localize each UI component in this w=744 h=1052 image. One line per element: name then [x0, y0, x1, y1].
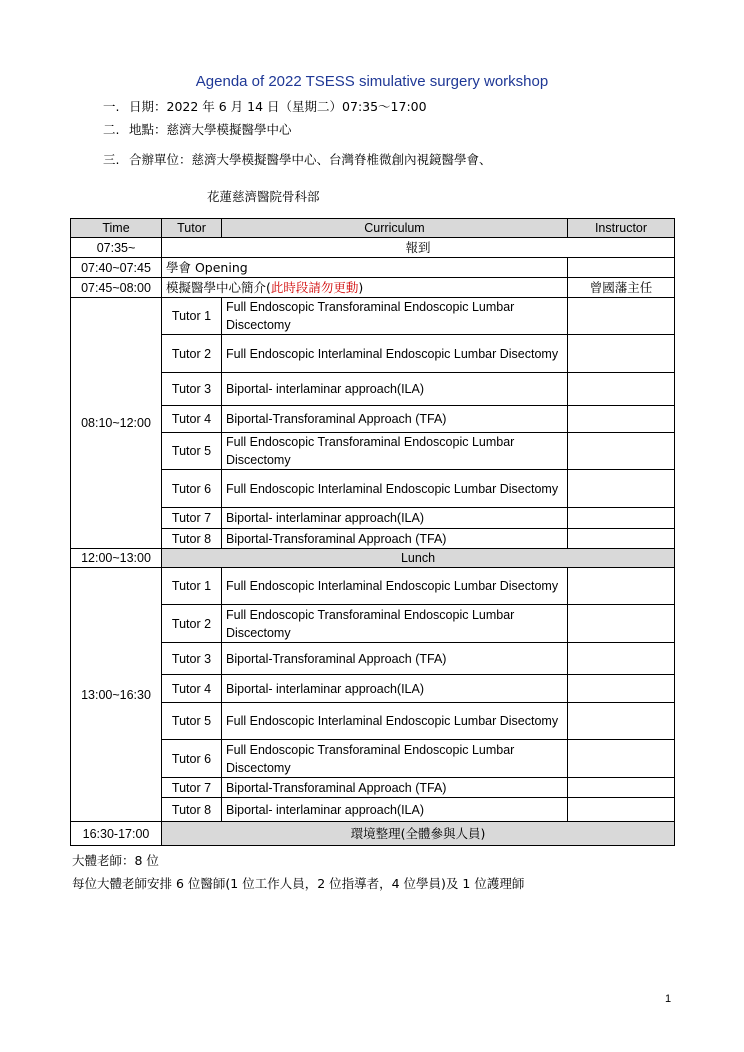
tutor-cell: Tutor 7: [162, 508, 222, 529]
header-time: Time: [71, 219, 162, 238]
curriculum-cell: Full Endoscopic Transforaminal Endoscopic Lumbar Discectomy: [222, 433, 568, 470]
curriculum-cell: Full Endoscopic Interlaminal Endoscopic Lumbar Disectomy: [222, 335, 568, 373]
instructor-cell: [568, 740, 675, 778]
time-cell: 08:10~12:00: [71, 298, 162, 549]
curriculum-cell: Biportal- interlaminar approach(ILA): [222, 508, 568, 529]
agenda-table: [70, 218, 675, 846]
curriculum-cell: Full Endoscopic Interlaminal Endoscopic Lumbar Disectomy: [222, 470, 568, 508]
instructor-cell: [568, 643, 675, 675]
lunch-cell: Lunch: [162, 549, 675, 568]
tutor-cell: Tutor 1: [162, 298, 222, 335]
instructor-cell: [568, 406, 675, 433]
instructor-cell: [568, 675, 675, 703]
time-cell: 13:00~16:30: [71, 568, 162, 822]
tutor-cell: Tutor 8: [162, 798, 222, 822]
tutor-cell: Tutor 1: [162, 568, 222, 605]
table-row: [71, 798, 675, 822]
instructor-cell: [568, 470, 675, 508]
instructor-cell: 曾國藩主任: [568, 278, 675, 298]
instructor-cell: [568, 298, 675, 335]
intro-text-end: ): [358, 279, 364, 295]
instructor-cell: [568, 258, 675, 278]
table-row: [71, 605, 675, 643]
curriculum-cell: Full Endoscopic Transforaminal Endoscopic Lumbar Discectomy: [222, 605, 568, 643]
tutor-cell: Tutor 2: [162, 335, 222, 373]
instructor-cell: [568, 568, 675, 605]
header-instructor: Instructor: [568, 219, 675, 238]
curriculum-cell: Biportal- interlaminar approach(ILA): [222, 675, 568, 703]
instructor-cell: [568, 433, 675, 470]
info-text: 地點：慈濟大學模擬醫學中心: [129, 122, 292, 137]
page-title: Agenda of 2022 TSESS simulative surgery workshop: [195, 73, 549, 90]
intro-cell: [162, 278, 568, 298]
table-row: [71, 508, 675, 529]
time-cell: 07:40~07:45: [71, 258, 162, 278]
table-row: [71, 470, 675, 508]
curriculum-cell: Biportal- interlaminar approach(ILA): [222, 798, 568, 822]
info-num: 三.: [103, 152, 120, 167]
tutor-cell: Tutor 4: [162, 675, 222, 703]
curriculum-cell: Full Endoscopic Transforaminal Endoscopic Lumbar Discectomy: [222, 298, 568, 335]
table-row: [71, 406, 675, 433]
tutor-cell: Tutor 5: [162, 433, 222, 470]
curriculum-cell: Full Endoscopic Interlaminal Endoscopic Lumbar Disectomy: [222, 568, 568, 605]
curriculum-cell: Biportal-Transforaminal Approach (TFA): [222, 643, 568, 675]
table-row: [71, 740, 675, 778]
info-location: [103, 120, 292, 138]
tutor-cell: Tutor 2: [162, 605, 222, 643]
curriculum-cell: Biportal-Transforaminal Approach (TFA): [222, 406, 568, 433]
info-text: 日期：2022 年 6 月 14 日（星期二）07:35～17:00: [129, 99, 427, 114]
curriculum-cell: Biportal-Transforaminal Approach (TFA): [222, 778, 568, 798]
info-text: 合辦單位：慈濟大學模擬醫學中心、台灣脊椎微創內視鏡醫學會、: [129, 152, 492, 167]
curriculum-cell: Biportal- interlaminar approach(ILA): [222, 373, 568, 406]
note-staffing: 每位大體老師安排 6 位醫師(1 位工作人員，2 位指導者，4 位學員)及 1 位護理師: [72, 876, 525, 891]
header-tutor: Tutor: [162, 219, 222, 238]
curriculum-cell: Full Endoscopic Transforaminal Endoscopic Lumbar Discectomy: [222, 740, 568, 778]
table-row: [71, 643, 675, 675]
header-curriculum: Curriculum: [222, 219, 568, 238]
tutor-cell: Tutor 4: [162, 406, 222, 433]
instructor-cell: [568, 529, 675, 549]
instructor-cell: [568, 778, 675, 798]
table-row: [71, 298, 675, 335]
info-num: 二.: [103, 122, 120, 137]
tutor-cell: Tutor 7: [162, 778, 222, 798]
table-row: [71, 675, 675, 703]
table-row: [71, 433, 675, 470]
curriculum-cell: Full Endoscopic Interlaminal Endoscopic Lumbar Disectomy: [222, 703, 568, 740]
tutor-cell: Tutor 6: [162, 740, 222, 778]
instructor-cell: [568, 373, 675, 406]
table-row: [71, 238, 675, 258]
table-header-row: [71, 219, 675, 238]
tutor-cell: Tutor 5: [162, 703, 222, 740]
time-cell: 16:30-17:00: [71, 822, 162, 846]
info-date: [103, 97, 427, 115]
table-row: [71, 549, 675, 568]
page-number: 1: [665, 993, 672, 1005]
note-cadaver-count: 大體老師：8 位: [72, 853, 159, 868]
time-cell: 12:00~13:00: [71, 549, 162, 568]
table-row: [71, 778, 675, 798]
instructor-cell: [568, 508, 675, 529]
time-cell: 07:35~: [71, 238, 162, 258]
table-row: [71, 278, 675, 298]
tutor-cell: Tutor 3: [162, 643, 222, 675]
opening-cell: 學會 Opening: [162, 258, 568, 278]
time-cell: 07:45~08:00: [71, 278, 162, 298]
tutor-cell: Tutor 8: [162, 529, 222, 549]
instructor-cell: [568, 605, 675, 643]
curriculum-cell: Biportal-Transforaminal Approach (TFA): [222, 529, 568, 549]
tutor-cell: Tutor 6: [162, 470, 222, 508]
intro-text: 模擬醫學中心簡介(: [166, 279, 271, 295]
info-num: 一.: [103, 99, 120, 114]
table-row: [71, 568, 675, 605]
intro-warning: 此時段請勿更動: [270, 279, 359, 295]
table-row: [71, 373, 675, 406]
checkin-cell: 報到: [162, 238, 675, 258]
instructor-cell: [568, 798, 675, 822]
instructor-cell: [568, 335, 675, 373]
info-organizers-cont: 花蓮慈濟醫院骨科部: [207, 189, 320, 204]
table-row: [71, 529, 675, 549]
info-organizers: [103, 150, 492, 168]
tutor-cell: Tutor 3: [162, 373, 222, 406]
cleanup-cell: 環境整理(全體參與人員): [162, 822, 675, 846]
table-row: [71, 258, 675, 278]
table-row: [71, 335, 675, 373]
table-row: [71, 822, 675, 846]
table-row: [71, 703, 675, 740]
instructor-cell: [568, 703, 675, 740]
